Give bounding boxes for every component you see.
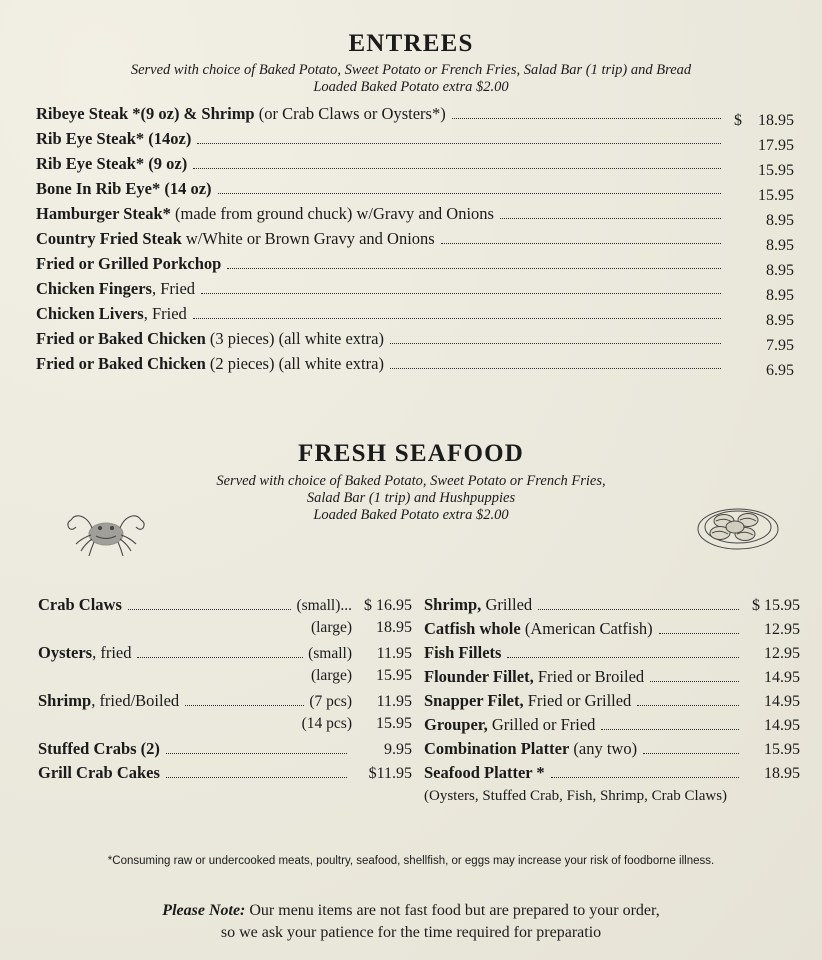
please-note bbox=[0, 900, 822, 944]
leader-dots bbox=[637, 705, 739, 706]
item-name: Chicken Fingers, Fried bbox=[36, 279, 196, 298]
item-price: $11.95 bbox=[368, 765, 412, 782]
leader-dots bbox=[185, 705, 304, 706]
entrees-title: ENTREES bbox=[348, 30, 474, 57]
menu-item bbox=[38, 691, 412, 715]
item-price: 11.95 bbox=[376, 645, 412, 662]
item-price: 15.95 bbox=[758, 162, 794, 179]
leader-dots bbox=[500, 218, 721, 219]
menu-item bbox=[424, 643, 800, 667]
menu-item bbox=[0, 354, 822, 379]
menu-item bbox=[0, 204, 822, 229]
item-name: Stuffed Crabs (2) bbox=[38, 739, 160, 758]
menu-item bbox=[424, 619, 800, 643]
leader-dots bbox=[193, 168, 721, 169]
leader-dots bbox=[201, 293, 721, 294]
item-name: Fried or Grilled Porkchop bbox=[36, 254, 222, 273]
menu-item bbox=[38, 739, 412, 763]
item-price: 8.95 bbox=[766, 287, 794, 304]
leader-dots bbox=[193, 318, 721, 319]
item-size: (14 pcs) bbox=[301, 715, 352, 732]
crab-icon bbox=[58, 502, 154, 562]
item-name: Shrimp, fried/Boiled bbox=[38, 691, 180, 710]
leader-dots bbox=[166, 753, 347, 754]
menu-item bbox=[38, 715, 412, 739]
menu-item bbox=[424, 763, 800, 787]
leader-dots bbox=[538, 609, 739, 610]
item-price: 12.95 bbox=[764, 621, 800, 638]
item-price: 9.95 bbox=[384, 741, 412, 758]
menu-item bbox=[38, 643, 412, 667]
menu-item bbox=[38, 763, 412, 787]
item-price: $ 16.95 bbox=[364, 597, 412, 614]
please-note-line2: so we ask your patience for the time required for preparatio bbox=[220, 924, 602, 941]
item-price: 7.95 bbox=[766, 337, 794, 354]
seafood-section bbox=[0, 440, 822, 804]
menu-item bbox=[0, 179, 822, 204]
item-name: Fried or Baked Chicken (3 pieces) (all white extra) bbox=[36, 329, 384, 348]
leader-dots bbox=[128, 609, 292, 610]
item-size: (large) bbox=[310, 667, 352, 684]
menu-item bbox=[0, 104, 822, 129]
menu-item bbox=[0, 154, 822, 179]
please-note-label: Please Note: bbox=[162, 902, 246, 919]
menu-item bbox=[0, 279, 822, 304]
seafood-columns bbox=[0, 595, 822, 805]
menu-item bbox=[424, 691, 800, 715]
oysters-plate-icon bbox=[690, 495, 786, 555]
entrees-section bbox=[0, 30, 822, 379]
please-note-line1: Our menu items are not fast food but are prepared to your order, bbox=[245, 902, 660, 919]
leader-dots bbox=[659, 633, 739, 634]
menu-item bbox=[0, 129, 822, 154]
seafood-subtitle-line3: Loaded Baked Potato extra $2.00 bbox=[313, 507, 509, 523]
leader-dots bbox=[218, 193, 721, 194]
item-name: Flounder Fillet, Fried or Broiled bbox=[424, 667, 645, 686]
leader-dots bbox=[601, 729, 739, 730]
item-name: Grouper, Grilled or Fried bbox=[424, 715, 596, 734]
item-price: 8.95 bbox=[766, 262, 794, 279]
item-size: (small) bbox=[308, 645, 352, 662]
item-price: 6.95 bbox=[766, 362, 794, 379]
leader-dots bbox=[390, 368, 721, 369]
item-price: 14.95 bbox=[764, 693, 800, 710]
item-price: 18.95 bbox=[376, 619, 412, 636]
consumer-advisory: *Consuming raw or undercooked meats, poultry, seafood, shellfish, or eggs may increase your risk of foodborne illness. bbox=[107, 855, 715, 867]
item-price: 17.95 bbox=[758, 137, 794, 154]
leader-dots bbox=[137, 657, 303, 658]
item-price: $ 15.95 bbox=[752, 597, 800, 614]
leader-dots bbox=[166, 777, 347, 778]
item-price: 11.95 bbox=[376, 693, 412, 710]
leader-dots bbox=[197, 143, 721, 144]
leader-dots bbox=[390, 343, 721, 344]
menu-item bbox=[424, 667, 800, 691]
item-name: Snapper Filet, Fried or Grilled bbox=[424, 691, 632, 710]
item-name: Fried or Baked Chicken (2 pieces) (all white extra) bbox=[36, 354, 384, 373]
item-size: (small)... bbox=[296, 597, 352, 614]
item-price: 18.95 bbox=[758, 112, 794, 129]
leader-dots bbox=[551, 777, 739, 778]
item-price: 15.95 bbox=[758, 187, 794, 204]
menu-item bbox=[424, 595, 800, 619]
item-price: 14.95 bbox=[764, 717, 800, 734]
item-price: 15.95 bbox=[764, 741, 800, 758]
item-name: Seafood Platter * bbox=[424, 763, 545, 782]
menu-item bbox=[0, 304, 822, 329]
menu-item bbox=[424, 715, 800, 739]
leader-dots bbox=[650, 681, 739, 682]
menu-item bbox=[0, 229, 822, 254]
item-price: 15.95 bbox=[376, 667, 412, 684]
item-price: 15.95 bbox=[376, 715, 412, 732]
item-name: Catfish whole (American Catfish) bbox=[424, 619, 653, 638]
seafood-subtitle-line1: Served with choice of Baked Potato, Sweet Potato or French Fries, bbox=[216, 473, 606, 489]
seafood-platter-contents: (Oysters, Stuffed Crab, Fish, Shrimp, Crab Claws) bbox=[424, 788, 728, 804]
item-name: Hamburger Steak* (made from ground chuck) w/Gravy and Onions bbox=[36, 204, 494, 223]
item-size: (7 pcs) bbox=[309, 693, 352, 710]
item-name: Chicken Livers, Fried bbox=[36, 304, 187, 323]
item-name: Oysters, fried bbox=[38, 643, 132, 662]
item-name: Grill Crab Cakes bbox=[38, 763, 160, 782]
item-price: 8.95 bbox=[766, 212, 794, 229]
currency-symbol: $ bbox=[734, 112, 742, 129]
seafood-title: FRESH SEAFOOD bbox=[297, 440, 525, 467]
item-name: Fish Fillets bbox=[424, 643, 502, 662]
leader-dots bbox=[441, 243, 721, 244]
menu-item bbox=[38, 595, 412, 619]
item-name: Country Fried Steak w/White or Brown Gravy and Onions bbox=[36, 229, 435, 248]
item-name: Combination Platter (any two) bbox=[424, 739, 638, 758]
item-name: Crab Claws bbox=[38, 595, 122, 614]
item-name: Shrimp, Grilled bbox=[424, 595, 533, 614]
item-name: Rib Eye Steak* (14oz) bbox=[36, 129, 192, 148]
leader-dots bbox=[227, 268, 721, 269]
item-price: 8.95 bbox=[766, 237, 794, 254]
entrees-subtitle-line2: Loaded Baked Potato extra $2.00 bbox=[313, 79, 509, 95]
entrees-list bbox=[0, 104, 822, 379]
seafood-subtitle-line2: Salad Bar (1 trip) and Hushpuppies bbox=[306, 490, 516, 506]
item-name: Ribeye Steak *(9 oz) & Shrimp (or Crab Claws or Oysters*) bbox=[36, 104, 446, 123]
seafood-left-column bbox=[0, 595, 412, 805]
item-price: 8.95 bbox=[766, 312, 794, 329]
leader-dots bbox=[452, 118, 721, 119]
item-price: 18.95 bbox=[764, 765, 800, 782]
menu-item bbox=[0, 254, 822, 279]
item-size: (large) bbox=[310, 619, 352, 636]
item-name: Rib Eye Steak* (9 oz) bbox=[36, 154, 188, 173]
menu-item bbox=[424, 739, 800, 763]
menu-item bbox=[38, 619, 412, 643]
menu-item bbox=[38, 667, 412, 691]
item-name: Bone In Rib Eye* (14 oz) bbox=[36, 179, 212, 198]
seafood-right-column bbox=[412, 595, 822, 805]
menu-item bbox=[0, 329, 822, 354]
leader-dots bbox=[507, 657, 739, 658]
leader-dots bbox=[643, 753, 739, 754]
item-price: 14.95 bbox=[764, 669, 800, 686]
item-price: 12.95 bbox=[764, 645, 800, 662]
entrees-subtitle-line1: Served with choice of Baked Potato, Sweet Potato or French Fries, Salad Bar (1 trip) and Bread bbox=[130, 62, 692, 78]
